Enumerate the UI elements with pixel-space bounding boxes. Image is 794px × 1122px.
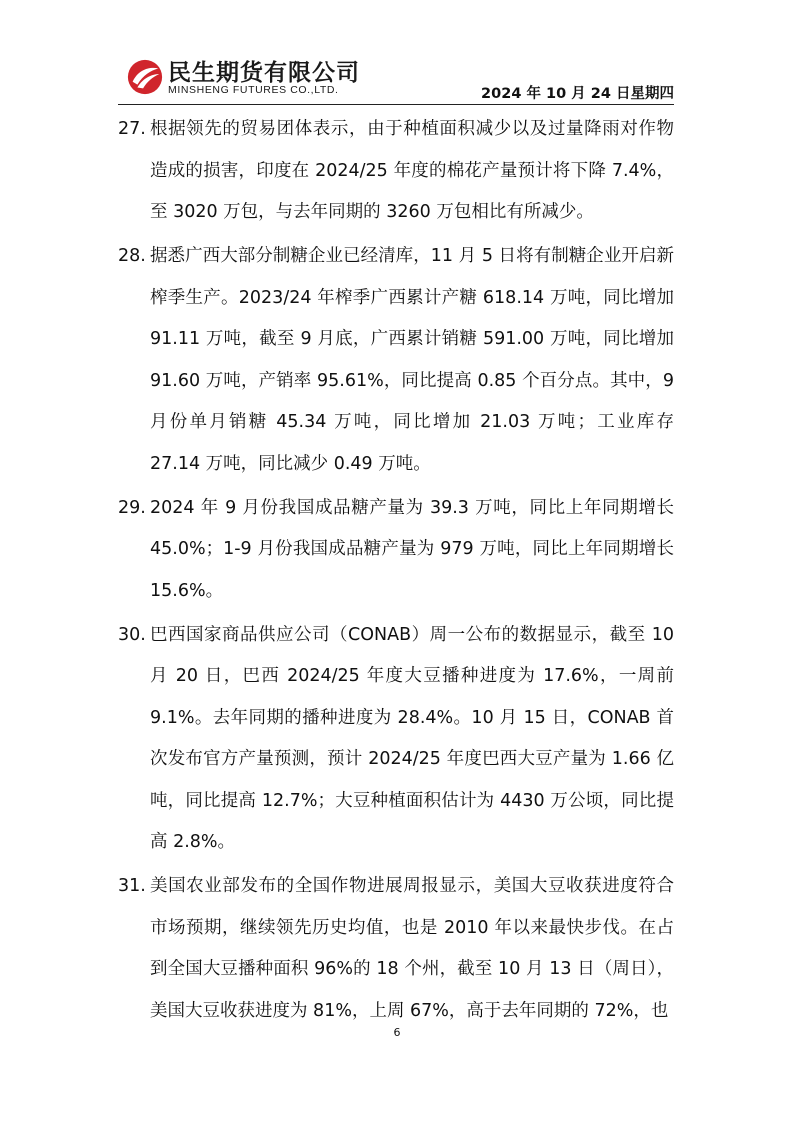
item-number: 31. bbox=[118, 876, 146, 896]
item-text: 美国农业部发布的全国作物进展周报显示，美国大豆收获进度符合市场预期，继续领先历史均值，也是 2010 年以来最快步伐。在占到全国大豆播种面积 96%的 18 个州，截至 10 月 13 日（周日），美国大豆收获进度为 81%，上周 67%，高于去年同期的 72%，也 bbox=[150, 876, 674, 1021]
page-number: 6 bbox=[393, 1026, 401, 1039]
item-number: 29. bbox=[118, 497, 146, 518]
news-list bbox=[118, 109, 674, 1032]
item-number: 30. bbox=[118, 624, 146, 645]
list-item bbox=[118, 615, 674, 864]
list-item bbox=[118, 488, 674, 613]
company-name-cn: 民生期货有限公司 bbox=[168, 60, 360, 86]
header-divider bbox=[118, 104, 674, 105]
list-item bbox=[118, 236, 674, 485]
item-text: 巴西国家商品供应公司（CONAB）周一公布的数据显示，截至 10 月 20 日，巴西 2024/25 年度大豆播种进度为 17.6%，一周前 9.1%。去年同期的播种进度为 28.4%。10 月 15 日，CONAB 首次发布官方产量预测，预计 2024/25 年度巴西大豆产量为 1.66 亿吨，同比提高 12.7%；大豆种植面积估计为 4430 万公顷，同比提高 2.8%。 bbox=[150, 624, 674, 852]
item-number: 27. bbox=[118, 119, 146, 139]
company-name-en: MINSHENG FUTURES CO.,LTD. bbox=[168, 84, 339, 96]
minsheng-logo-icon bbox=[126, 58, 164, 96]
item-number: 28. bbox=[118, 246, 146, 266]
item-text: 据悉广西大部分制糖企业已经清库，11 月 5 日将有制糖企业开启新榨季生产。2023/24 年榨季广西累计产糖 618.14 万吨，同比增加 91.11 万吨，截至 9 月底，广西累计销糖 591.00 万吨，同比增加 91.60 万吨，产销率 95.61%，同比提高 0.85 个百分点。其中，9 月份单月销糖 45.34 万吨，同比增加 21.03 万吨；工业库存 27.14 万吨，同比减少 0.49 万吨。 bbox=[150, 246, 674, 474]
item-text: 2024 年 9 月份我国成品糖产量为 39.3 万吨，同比上年同期增长 45.0%；1-9 月份我国成品糖产量为 979 万吨，同比上年同期增长 15.6%。 bbox=[150, 497, 674, 601]
page-header bbox=[118, 52, 674, 104]
report-date: 2024 年 10 月 24 日星期四 bbox=[481, 86, 674, 102]
list-item bbox=[118, 866, 674, 1032]
list-item bbox=[118, 109, 674, 234]
item-text: 根据领先的贸易团体表示，由于种植面积减少以及过量降雨对作物造成的损害，印度在 2024/25 年度的棉花产量预计将下降 7.4%，至 3020 万包，与去年同期的 3260 万包相比有所减少。 bbox=[150, 119, 674, 222]
